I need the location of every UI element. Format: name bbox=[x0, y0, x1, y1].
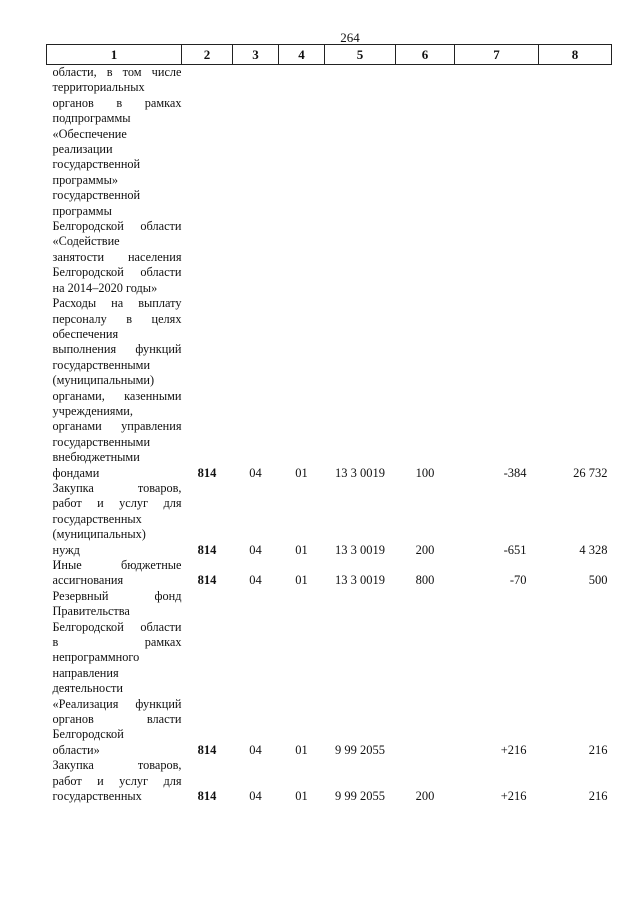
item-name-line: работ и услуг для bbox=[52, 496, 182, 511]
ministry-code-cell bbox=[182, 65, 233, 297]
expense-type-cell: 800 bbox=[415, 573, 435, 588]
target-article-cell: 13 3 0019 bbox=[335, 542, 385, 557]
item-name-line: Белгородской области bbox=[52, 619, 182, 634]
ministry-code-cell: 814 bbox=[197, 573, 217, 588]
ministry-code-cell: 814 bbox=[197, 789, 217, 804]
change-amount-cell: +216 bbox=[500, 789, 527, 804]
table-row bbox=[47, 296, 612, 481]
item-name-line: фондами bbox=[52, 465, 100, 480]
item-name-line: выполнения функций bbox=[52, 342, 182, 357]
column-header: 1 bbox=[47, 45, 182, 65]
page-number: 264 bbox=[340, 30, 360, 45]
item-name-line: Расходы на выплату bbox=[52, 296, 182, 311]
item-name-line: Правительства bbox=[52, 604, 130, 619]
total-amount-cell: 216 bbox=[588, 789, 608, 804]
table-header bbox=[47, 45, 612, 65]
item-name-line: программы bbox=[52, 203, 112, 218]
expense-type-cell bbox=[396, 65, 455, 297]
item-name-line: работ и услуг для bbox=[52, 773, 182, 788]
ministry-code-cell: 814 bbox=[197, 542, 217, 557]
item-name-line: персоналу в целях bbox=[52, 311, 182, 326]
item-name-line: государственными bbox=[52, 434, 151, 449]
table-row bbox=[47, 758, 612, 804]
column-header: 2 bbox=[182, 45, 233, 65]
item-name-line: подпрограммы bbox=[52, 111, 131, 126]
total-amount-cell: 216 bbox=[588, 742, 608, 757]
section-code-cell: 04 bbox=[249, 573, 262, 588]
item-name-line: Белгородской bbox=[52, 727, 124, 742]
expense-type-cell: 100 bbox=[415, 465, 435, 480]
item-name-line: (муниципальными) bbox=[52, 373, 155, 388]
column-header: 6 bbox=[396, 45, 455, 65]
item-name-line: на 2014–2020 годы» bbox=[52, 280, 158, 295]
subsection-code-cell: 01 bbox=[295, 789, 308, 804]
expense-type-cell: 200 bbox=[415, 542, 435, 557]
ministry-code-cell: 814 bbox=[197, 742, 217, 757]
budget-table bbox=[46, 44, 612, 805]
item-name-line: государственных bbox=[52, 789, 142, 804]
item-name-line: государственных bbox=[52, 511, 142, 526]
table-row bbox=[47, 589, 612, 758]
table-body bbox=[47, 65, 612, 805]
item-name-line: Закупка товаров, bbox=[52, 480, 182, 495]
item-name-line: Белгородской области bbox=[52, 265, 182, 280]
item-name-line: учреждениями, bbox=[52, 403, 133, 418]
subsection-code-cell: 01 bbox=[295, 742, 308, 757]
item-name-line: территориальных bbox=[52, 80, 145, 95]
section-code-cell: 04 bbox=[249, 742, 262, 757]
column-header: 4 bbox=[279, 45, 325, 65]
table-row bbox=[47, 558, 612, 589]
column-header: 7 bbox=[455, 45, 539, 65]
subsection-code-cell: 01 bbox=[295, 573, 308, 588]
item-name-cell bbox=[47, 481, 182, 558]
item-name-line: области» bbox=[52, 742, 100, 757]
item-name-line: Белгородской области bbox=[52, 219, 182, 234]
item-name-line: занятости населения bbox=[52, 249, 182, 264]
item-name-line: Резервный фонд bbox=[52, 588, 182, 603]
target-article-cell bbox=[325, 65, 396, 297]
section-code-cell bbox=[233, 65, 279, 297]
item-name-cell bbox=[47, 558, 182, 589]
item-name-line: направления bbox=[52, 665, 119, 680]
subsection-code-cell: 01 bbox=[295, 542, 308, 557]
table-row bbox=[47, 65, 612, 297]
item-name-cell bbox=[47, 589, 182, 758]
column-header: 5 bbox=[325, 45, 396, 65]
ministry-code-cell: 814 bbox=[197, 465, 217, 480]
item-name-line: государственной bbox=[52, 157, 141, 172]
item-name-line: органов власти bbox=[52, 712, 182, 727]
item-name-line: области, в том числе bbox=[52, 65, 182, 79]
item-name-line: ассигнования bbox=[52, 573, 124, 588]
total-amount-cell: 26 732 bbox=[573, 465, 608, 480]
table-row bbox=[47, 481, 612, 558]
item-name-line: государственными bbox=[52, 357, 151, 372]
item-name-cell bbox=[47, 65, 182, 297]
item-name-line: в рамках bbox=[52, 635, 182, 650]
item-name-cell bbox=[47, 296, 182, 481]
target-article-cell: 9 99 2055 bbox=[335, 742, 385, 757]
change-amount-cell bbox=[455, 65, 539, 297]
item-name-line: органами управления bbox=[52, 419, 182, 434]
total-amount-cell bbox=[539, 65, 612, 297]
item-name-line: Закупка товаров, bbox=[52, 758, 182, 773]
section-code-cell: 04 bbox=[249, 542, 262, 557]
expense-type-cell bbox=[396, 589, 455, 758]
item-name-line: (муниципальных) bbox=[52, 527, 146, 542]
item-name-line: деятельности bbox=[52, 681, 123, 696]
total-amount-cell: 4 328 bbox=[579, 542, 608, 557]
target-article-cell: 13 3 0019 bbox=[335, 573, 385, 588]
item-name-line: органов в рамках bbox=[52, 95, 182, 110]
item-name-line: Иные бюджетные bbox=[52, 558, 182, 572]
target-article-cell: 9 99 2055 bbox=[335, 789, 385, 804]
item-name-line: нужд bbox=[52, 542, 80, 557]
item-name-line: обеспечения bbox=[52, 326, 119, 341]
item-name-line: внебюджетными bbox=[52, 450, 140, 465]
item-name-line: «Обеспечение bbox=[52, 126, 127, 141]
change-amount-cell: +216 bbox=[500, 742, 527, 757]
item-name-line: «Содействие bbox=[52, 234, 120, 249]
subsection-code-cell: 01 bbox=[295, 465, 308, 480]
item-name-line: непрограммного bbox=[52, 650, 140, 665]
column-header: 3 bbox=[233, 45, 279, 65]
column-header: 8 bbox=[539, 45, 612, 65]
item-name-line: государственной bbox=[52, 188, 141, 203]
item-name-cell bbox=[47, 758, 182, 804]
section-code-cell: 04 bbox=[249, 789, 262, 804]
item-name-line: реализации bbox=[52, 142, 113, 157]
item-name-line: органами, казенными bbox=[52, 388, 182, 403]
item-name-line: «Реализация функций bbox=[52, 696, 182, 711]
item-name-line: программы» bbox=[52, 172, 119, 187]
expense-type-cell: 200 bbox=[415, 789, 435, 804]
total-amount-cell: 500 bbox=[588, 573, 608, 588]
change-amount-cell: -70 bbox=[509, 573, 527, 588]
change-amount-cell: -651 bbox=[503, 542, 527, 557]
target-article-cell: 13 3 0019 bbox=[335, 465, 385, 480]
change-amount-cell: -384 bbox=[503, 465, 527, 480]
subsection-code-cell bbox=[279, 65, 325, 297]
section-code-cell: 04 bbox=[249, 465, 262, 480]
